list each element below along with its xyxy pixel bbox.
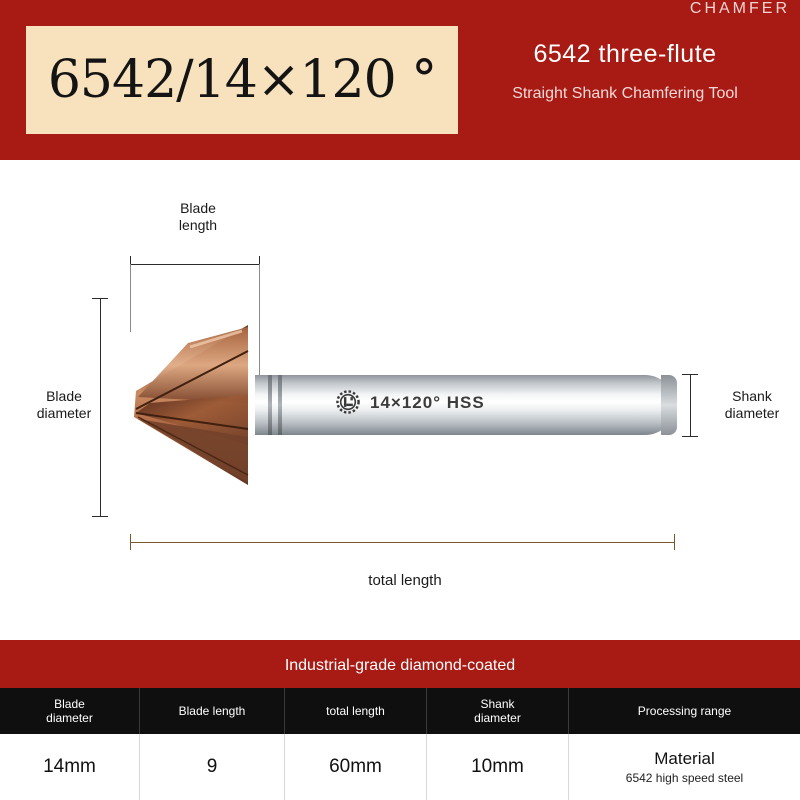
shank-diameter-dim-line [690, 374, 691, 436]
blade-diameter-dim-line [100, 298, 101, 516]
spec-value-blade-length: 9 [140, 734, 285, 800]
spec-header-blade-diameter: Blade diameter [0, 688, 140, 734]
header-text-block [470, 40, 780, 103]
shank-engraving-text: 14×120° HSS [370, 393, 485, 412]
spec-material-sub: 6542 high speed steel [625, 771, 744, 785]
spec-value-row [0, 734, 800, 800]
blade-diameter-tick-top [92, 298, 108, 299]
spec-header-shank-diameter: Shank diameter [427, 688, 569, 734]
spec-value-total-length: 60mm [285, 734, 427, 800]
spec-banner: Industrial-grade diamond-coated [0, 644, 800, 688]
shank-ring-2 [278, 375, 282, 435]
total-length-dim-line [130, 542, 675, 543]
spec-header-row [0, 688, 800, 734]
shank-end-cap [661, 375, 677, 435]
product-subtitle: Straight Shank Chamfering Tool [512, 85, 738, 102]
spec-header-blade-length: Blade length [140, 688, 285, 734]
tool-diagram [0, 160, 800, 640]
total-length-tick-right [674, 534, 675, 550]
spec-value-shank-diameter: 10mm [427, 734, 569, 800]
spec-table [0, 640, 800, 800]
product-title: 6542 three-flute [533, 40, 717, 68]
model-badge-text: 6542/14×120 ° [47, 50, 437, 110]
spec-value-blade-diameter: 14mm [0, 734, 140, 800]
product-header [0, 0, 800, 160]
blade-length-label: Blade length [178, 200, 218, 233]
blade-length-dim-line [130, 264, 260, 265]
blade-diameter-label: Blade diameter [36, 388, 92, 421]
spec-material-label: Material [654, 749, 715, 768]
shank-diameter-label: Shank diameter [724, 388, 780, 421]
watermark-text: CHAMFER [689, 0, 790, 17]
blade-diameter-tick-bottom [92, 516, 108, 517]
model-badge [26, 26, 458, 134]
spec-header-total-length: total length [285, 688, 427, 734]
gear-logo-icon [335, 389, 361, 415]
total-length-label: total length [368, 572, 442, 589]
spec-header-processing-range: Processing range [637, 704, 732, 718]
tool-illustration [130, 315, 690, 495]
total-length-tick-left [130, 534, 131, 550]
shank-ring-1 [268, 375, 272, 435]
spec-value-processing-range [569, 734, 800, 800]
